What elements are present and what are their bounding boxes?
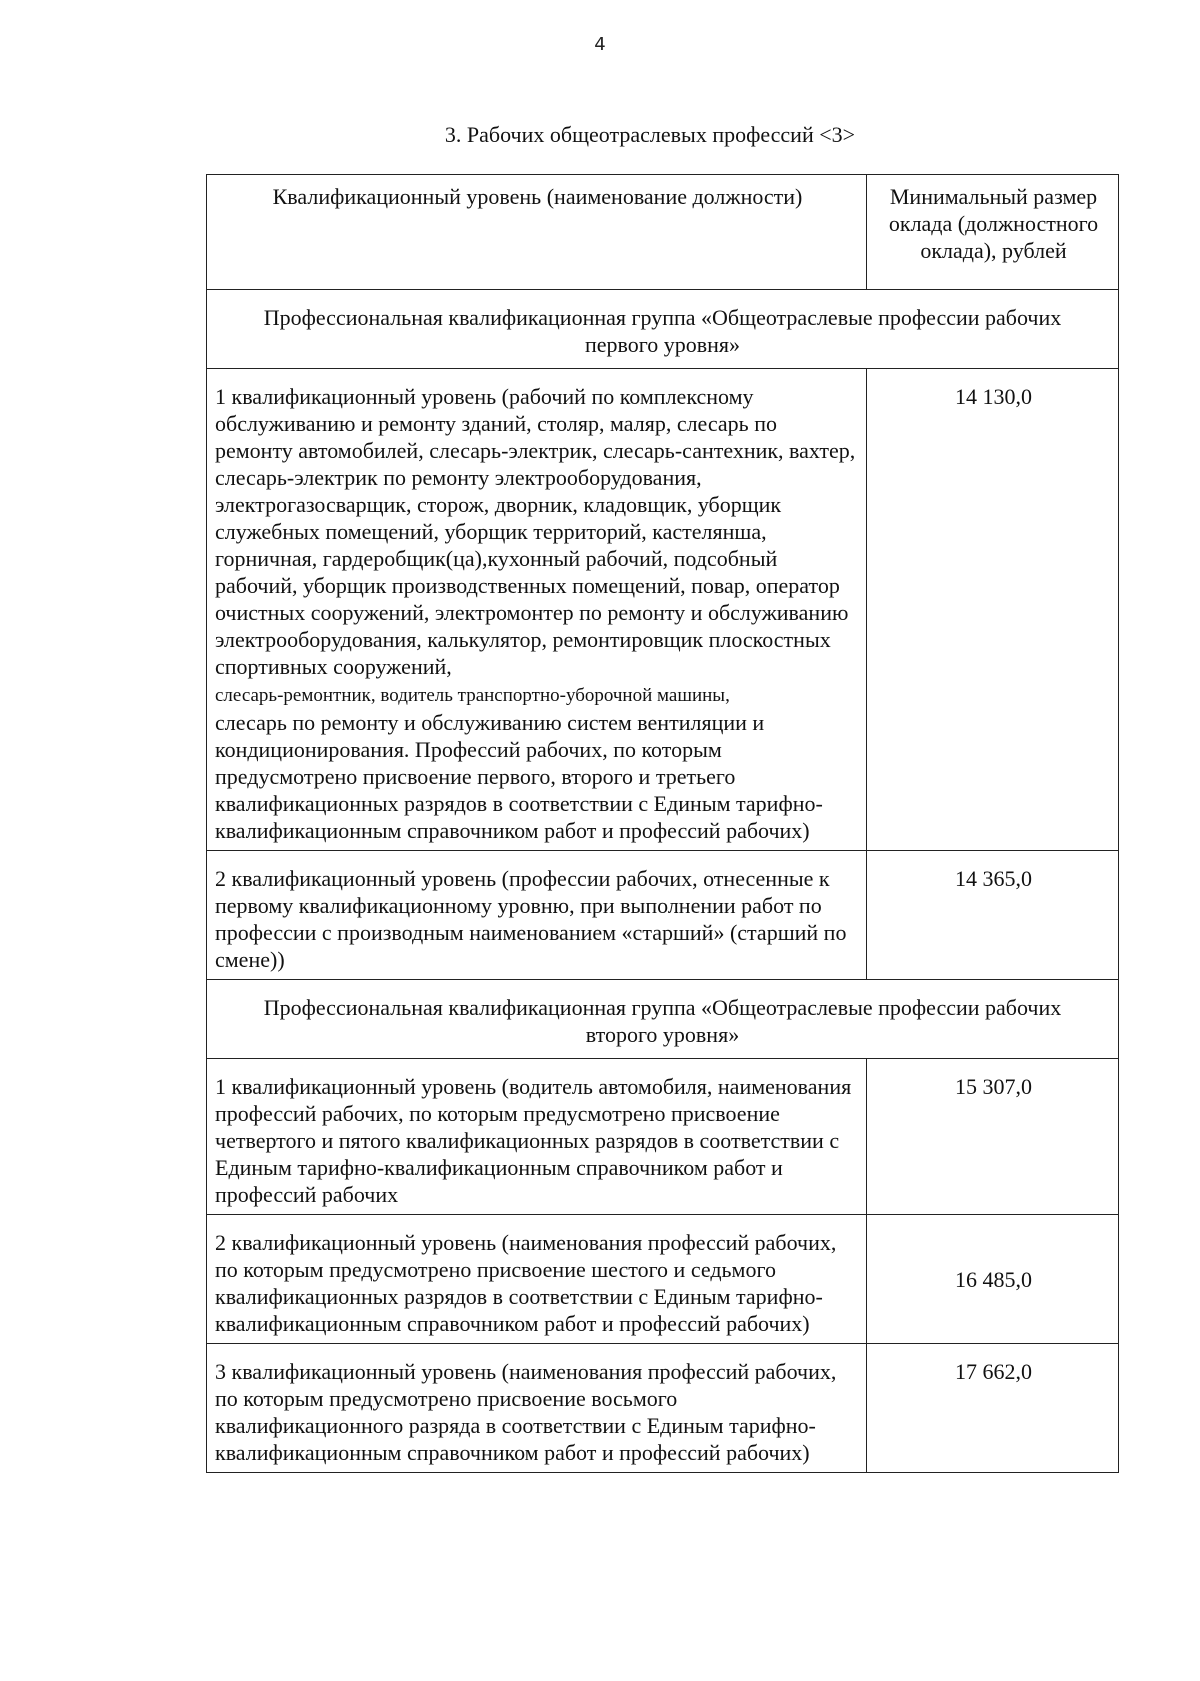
table-row	[207, 1059, 1119, 1215]
group-row	[207, 980, 1119, 1059]
level-description-part: 1 квалификационный уровень (рабочий по комплексному обслуживанию и ремонту зданий, столяр, маляр, слесарь по ремонту автомобилей, слесарь-электрик, слесарь-сантехник, вахтер, слесарь-электрик по ремонту электрооборудования, электрогазосварщик, сторож, дворник, кладовщик, уборщик служебных помещений, уборщик территорий, кастелянша, горничная, гардеробщик(ца),кухонный рабочий, подсобный рабочий, уборщик производственных помещений, повар, оператор очистных сооружений, электромонтер по ремонту и обслуживанию электрооборудования, калькулятор, ремонтировщик плоскостных спортивных сооружений,	[215, 384, 856, 679]
level-salary: 14 130,0	[867, 369, 1119, 851]
table-row	[207, 369, 1119, 851]
group-title: Профессиональная квалификационная группа «Общеотраслевые профессии рабочих второго уровня»	[207, 980, 1119, 1059]
header-minimum-salary: Минимальный размер оклада (должностного оклада), рублей	[867, 175, 1119, 290]
level-description: 2 квалификационный уровень (профессии рабочих, отнесенные к первому квалификационному уровню, при выполнении работ по профессии с производным наименованием «старший» (старший по смене))	[207, 851, 867, 980]
level-description-part: слесарь по ремонту и обслуживанию систем вентиляции и кондиционирования. Профессий рабочих, по которым предусмотрено присвоение первого, второго и третьего квалификационных разрядов в соответствии с Единым тарифно-квалификационным справочником работ и профессий рабочих)	[215, 710, 823, 843]
salary-table	[206, 174, 1119, 1473]
level-description: 2 квалификационный уровень (наименования профессий рабочих, по которым предусмотрено присвоение шестого и седьмого квалификационных разрядов в соответствии с Единым тарифно-квалификационным справочником работ и профессий рабочих)	[207, 1215, 867, 1344]
page-number: 4	[594, 34, 606, 55]
level-salary: 16 485,0	[867, 1215, 1119, 1344]
table-row	[207, 1215, 1119, 1344]
level-salary: 14 365,0	[867, 851, 1119, 980]
level-salary: 17 662,0	[867, 1344, 1119, 1473]
level-description-part: слесарь-ремонтник, водитель транспортно-уборочной машины,	[215, 685, 730, 706]
table-row	[207, 1344, 1119, 1473]
section-title: 3. Рабочих общеотраслевых профессий <3>	[444, 122, 856, 147]
level-description	[207, 369, 867, 851]
level-salary: 15 307,0	[867, 1059, 1119, 1215]
group-title: Профессиональная квалификационная группа «Общеотраслевые профессии рабочих первого уровня»	[207, 290, 1119, 369]
header-qualification-level: Квалификационный уровень (наименование должности)	[207, 175, 867, 290]
table-header-row	[207, 175, 1119, 290]
table-row	[207, 851, 1119, 980]
level-description: 1 квалификационный уровень (водитель автомобиля, наименования профессий рабочих, по которым предусмотрено присвоение четвертого и пятого квалификационных разрядов в соответствии с Единым тарифно-квалификационным справочником работ и профессий рабочих	[207, 1059, 867, 1215]
group-row	[207, 290, 1119, 369]
level-description: 3 квалификационный уровень (наименования профессий рабочих, по которым предусмотрено присвоение восьмого квалификационного разряда в соответствии с Единым тарифно-квалификационным справочником работ и профессий рабочих)	[207, 1344, 867, 1473]
